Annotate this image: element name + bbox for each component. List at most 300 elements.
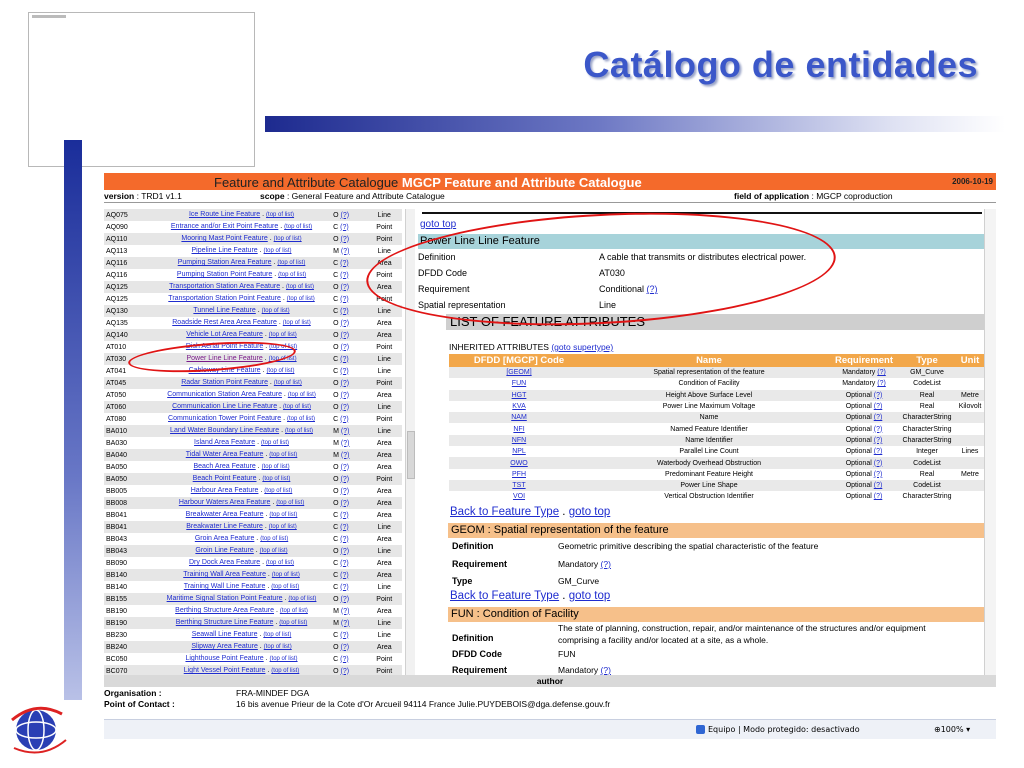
feature-link[interactable]: Groin Area Feature — [194, 535, 255, 542]
feature-link[interactable]: Communication Line Line Feature — [172, 403, 278, 410]
top-of-list-link[interactable]: (top of list) — [269, 656, 298, 662]
feature-geometry: Point — [376, 343, 393, 351]
feature-req-code: C — [333, 295, 339, 303]
top-of-list-link[interactable]: (top of list) — [279, 620, 308, 626]
top-of-list-link[interactable]: (top of list) — [282, 320, 311, 326]
attribute-type: Integer — [916, 448, 938, 456]
feature-code: BA010 — [106, 427, 128, 435]
feature-name: Communication Tower Point Feature . (top of list) — [168, 415, 315, 422]
attribute-code — [449, 412, 589, 423]
feature-requirement — [331, 269, 366, 281]
fun-section-title: FUN : Condition of Facility — [448, 607, 984, 622]
feature-link[interactable]: Training Wall Area Feature — [183, 571, 266, 578]
top-of-list-link[interactable]: (top of list) — [286, 296, 315, 302]
feature-req-help-link[interactable]: (?) — [340, 475, 350, 483]
feature-row — [104, 461, 402, 473]
feature-req-help-link[interactable]: (?) — [340, 223, 349, 231]
feature-name: Breakwater Area Feature . (top of list) — [185, 511, 298, 518]
feature-code: AQ116 — [106, 271, 128, 279]
feature-req-help-link[interactable]: (?) — [340, 403, 350, 411]
feature-code: AT060 — [106, 403, 127, 411]
attribute-code-link[interactable]: OWO — [510, 459, 528, 467]
feature-link[interactable]: Transportation Station Point Feature — [168, 295, 281, 302]
feature-row — [104, 497, 402, 509]
feature-link[interactable]: Vehicle Lot Area Feature — [186, 331, 263, 338]
top-of-list-link[interactable]: (top of list) — [263, 248, 292, 254]
top-of-list-link[interactable]: (top of list) — [284, 428, 313, 434]
feature-req-code: O — [333, 667, 339, 675]
feature-link[interactable]: Communication Tower Point Feature — [168, 415, 282, 422]
top-of-list-link[interactable]: (top of list) — [266, 560, 295, 566]
feature-row — [104, 581, 402, 593]
top-of-list-link[interactable]: (top of list) — [273, 236, 302, 242]
feature-link[interactable]: Light Vessel Point Feature — [183, 667, 266, 674]
attribute-req-text: Optional — [845, 436, 872, 444]
attribute-req-text: Optional — [845, 482, 872, 490]
attribute-req-help-link[interactable]: (?) — [873, 391, 883, 399]
attribute-req-help-link[interactable]: (?) — [873, 425, 883, 433]
feature-req-help-link[interactable]: (?) — [340, 655, 349, 663]
top-of-list-link[interactable]: (top of list) — [260, 536, 289, 542]
attribute-req-help-link[interactable]: (?) — [873, 493, 883, 501]
top-of-list-link[interactable]: (top of list) — [260, 440, 289, 446]
top-of-list-link[interactable]: (top of list) — [261, 464, 290, 470]
feature-name: Communication Station Area Feature . (top of list) — [167, 391, 316, 398]
attribute-req-text: Optional — [845, 448, 872, 456]
top-of-list-link[interactable]: (top of list) — [285, 284, 314, 290]
feature-code: AT010 — [106, 343, 127, 351]
attribute-column-header: Unit — [955, 354, 984, 367]
feature-detail-scrollbar[interactable] — [984, 209, 996, 675]
feature-geometry: Area — [376, 319, 392, 327]
feature-geometry: Area — [376, 571, 392, 579]
geom-requirement-value — [558, 559, 611, 569]
feature-link[interactable]: Beach Point Feature — [192, 475, 257, 482]
feature-name: Berthing Structure Line Feature . (top of list) — [175, 619, 308, 626]
attribute-req-help-link[interactable]: (?) — [877, 369, 886, 377]
top-of-list-link[interactable]: (top of list) — [271, 668, 300, 674]
feature-link[interactable]: Power Line Line Feature — [186, 355, 263, 362]
feature-req-help-link[interactable]: (?) — [340, 595, 350, 603]
feature-row — [104, 605, 402, 617]
feature-req-help-link[interactable]: (?) — [340, 511, 349, 519]
feature-code: AQ135 — [106, 319, 128, 327]
feature-req-help-link[interactable]: (?) — [340, 343, 350, 351]
feature-link[interactable]: Breakwater Area Feature — [185, 511, 264, 518]
attribute-code-link[interactable]: NAM — [511, 414, 527, 422]
feature-geometry: Area — [376, 259, 392, 267]
top-of-list-link[interactable]: (top of list) — [278, 272, 307, 278]
feature-row — [104, 305, 402, 317]
top-of-list-link[interactable]: (top of list) — [279, 608, 308, 614]
feature-name: Radar Station Point Feature . (top of list) — [181, 379, 302, 386]
feature-req-help-link[interactable]: (?) — [340, 559, 349, 567]
attribute-unit — [955, 480, 984, 491]
goto-top-link-2[interactable]: goto top — [568, 506, 611, 518]
feature-name: Light Vessel Point Feature . (top of list) — [183, 667, 300, 674]
feature-link[interactable]: Pumping Station Area Feature — [177, 259, 272, 266]
attribute-req-text: Mandatory — [842, 380, 876, 388]
attribute-name: Predominant Feature Height — [665, 470, 753, 478]
feature-row — [104, 641, 402, 653]
feature-name: Breakwater Line Feature . (top of list) — [186, 523, 297, 530]
feature-link[interactable]: Communication Station Area Feature — [167, 391, 282, 398]
feature-req-help-link[interactable]: (?) — [340, 607, 350, 615]
definition-value: A cable that transmits or distributes electrical power. — [599, 252, 807, 262]
feature-req-help-link[interactable]: (?) — [340, 211, 350, 219]
geom-definition-label: Definition — [452, 541, 494, 551]
feature-req-help-link[interactable]: (?) — [340, 535, 349, 543]
top-of-list-link[interactable]: (top of list) — [282, 404, 311, 410]
attribute-code — [449, 390, 589, 401]
feature-req-help-link[interactable]: (?) — [340, 463, 350, 471]
top-of-list-link[interactable]: (top of list) — [266, 368, 295, 374]
feature-requirement — [331, 425, 366, 437]
thumbnail-mark — [32, 15, 66, 18]
feature-row — [104, 389, 402, 401]
feature-req-help-link[interactable]: (?) — [340, 307, 349, 315]
vertical-accent-bar — [64, 140, 82, 700]
feature-req-help-link[interactable]: (?) — [340, 379, 350, 387]
feature-geometry: Area — [376, 463, 392, 471]
poc-label: Point of Contact : — [104, 699, 175, 709]
geom-type-value: GM_Curve — [558, 576, 600, 586]
attribute-req-help-link[interactable]: (?) — [877, 380, 886, 388]
attribute-code-link[interactable]: PFH — [512, 470, 526, 478]
feature-req-help-link[interactable]: (?) — [340, 547, 350, 555]
top-of-list-link[interactable]: (top of list) — [269, 512, 298, 518]
top-of-list-link[interactable]: (top of list) — [273, 380, 302, 386]
feature-geometry: Point — [376, 271, 393, 279]
feature-link[interactable]: Maritime Signal Station Point Feature — [166, 595, 283, 602]
attribute-requirement — [829, 423, 899, 434]
catalogue-meta — [104, 190, 996, 203]
globe-logo-icon — [2, 690, 74, 762]
attribute-code-link[interactable]: KVA — [512, 403, 526, 411]
attribute-code — [449, 491, 589, 502]
feature-row — [104, 209, 402, 221]
feature-name: Harbour Area Feature . (top of list) — [190, 487, 293, 494]
fun-definition-value-line1: The state of planning, construction, repair, and/or maintenance of the structures and/or equipment — [558, 623, 926, 633]
attribute-code-link[interactable]: TST — [512, 482, 526, 490]
attribute-row — [449, 401, 984, 412]
attribute-req-text: Optional — [845, 425, 872, 433]
attribute-type: CharacterString — [899, 435, 955, 446]
feature-link[interactable]: Lighthouse Point Feature — [185, 655, 264, 662]
attribute-row — [449, 423, 984, 434]
feature-link[interactable]: Pipeline Line Feature — [191, 247, 258, 254]
feature-link[interactable]: Land Water Boundary Line Feature — [170, 427, 280, 434]
attribute-name: Condition of Facility — [678, 380, 740, 388]
feature-link[interactable]: Entrance and/or Exit Point Feature — [170, 223, 279, 230]
top-of-list-link[interactable]: (top of list) — [264, 488, 293, 494]
catalogue-title-prefix: Feature and Attribute Catalogue — [214, 175, 399, 190]
attribute-code-link[interactable]: NPL — [512, 448, 526, 456]
zoom-level[interactable] — [934, 725, 970, 734]
attribute-req-help-link[interactable]: (?) — [873, 414, 883, 422]
feature-link[interactable]: Seawall Line Feature — [191, 631, 258, 638]
feature-req-help-link[interactable]: (?) — [340, 331, 350, 339]
feature-req-help-link[interactable]: (?) — [340, 283, 350, 291]
attribute-row — [449, 446, 984, 457]
top-of-list-link[interactable]: (top of list) — [268, 356, 297, 362]
feature-req-code: M — [333, 439, 339, 447]
feature-link[interactable]: Slipway Area Feature — [191, 643, 258, 650]
feature-req-code: O — [333, 499, 339, 507]
attribute-req-help-link[interactable]: (?) — [873, 459, 883, 467]
feature-requirement — [331, 641, 366, 653]
attribute-req-help-link[interactable]: (?) — [873, 470, 883, 478]
feature-link[interactable]: Tunnel Line Feature — [193, 307, 256, 314]
feature-req-code: O — [333, 391, 339, 399]
feature-requirement — [331, 557, 366, 569]
feature-code: BB041 — [106, 523, 128, 531]
top-of-list-link[interactable]: (top of list) — [269, 344, 298, 350]
feature-name: Seawall Line Feature . (top of list) — [191, 631, 292, 638]
feature-link[interactable]: Pumping Station Point Feature — [176, 271, 273, 278]
attribute-column-header: Requirement — [829, 354, 899, 367]
feature-link[interactable]: Breakwater Line Feature — [186, 523, 263, 530]
top-of-list-link[interactable]: (top of list) — [263, 644, 292, 650]
back-to-feature-type-link[interactable]: Back to Feature Type — [450, 506, 560, 518]
feature-req-help-link[interactable]: (?) — [340, 439, 350, 447]
feature-code: BB190 — [106, 607, 128, 615]
feature-req-help-link[interactable]: (?) — [340, 499, 350, 507]
feature-geometry: Line — [377, 355, 391, 363]
feature-code: BB008 — [106, 499, 128, 507]
feature-row — [104, 533, 402, 545]
feature-req-help-link[interactable]: (?) — [340, 571, 349, 579]
feature-link[interactable]: Island Area Feature — [194, 439, 256, 446]
requirement-help-link[interactable]: (?) — [646, 284, 658, 294]
top-of-list-link[interactable]: (top of list) — [286, 416, 315, 422]
feature-req-help-link[interactable]: (?) — [340, 259, 349, 267]
feature-req-help-link[interactable]: (?) — [340, 319, 350, 327]
geom-requirement-help-link[interactable]: (?) — [600, 559, 611, 569]
attribute-req-help-link[interactable]: (?) — [873, 482, 883, 490]
zoom-icon: ⊕ — [934, 725, 941, 734]
top-of-list-link[interactable]: (top of list) — [268, 524, 297, 530]
feature-req-help-link[interactable]: (?) — [340, 355, 349, 363]
feature-code: AT050 — [106, 391, 127, 399]
feature-link[interactable]: Transportation Station Area Feature — [169, 283, 281, 290]
fun-definition-label: Definition — [452, 633, 494, 643]
attribute-unit — [955, 367, 984, 378]
feature-req-help-link[interactable]: (?) — [340, 451, 350, 459]
feature-name: Transportation Station Area Feature . (top of list) — [169, 283, 314, 290]
feature-link[interactable]: Harbour Waters Area Feature — [178, 499, 271, 506]
feature-code: BC050 — [106, 655, 128, 663]
feature-req-help-link[interactable]: (?) — [340, 487, 350, 495]
feature-requirement — [331, 341, 366, 353]
feature-list-table — [104, 209, 402, 675]
feature-geometry: Area — [376, 535, 392, 543]
attribute-requirement — [829, 469, 899, 480]
feature-code: AQ125 — [106, 283, 128, 291]
feature-geometry: Area — [376, 331, 392, 339]
attribute-code-link[interactable]: NFN — [511, 436, 527, 444]
feature-req-help-link[interactable]: (?) — [340, 415, 349, 423]
feature-requirement — [331, 245, 366, 257]
feature-code: BB155 — [106, 595, 128, 603]
feature-code: BB190 — [106, 619, 128, 627]
feature-req-help-link[interactable]: (?) — [340, 427, 350, 435]
feature-link[interactable]: Dry Dock Area Feature — [188, 559, 261, 566]
feature-code: AQ113 — [106, 247, 128, 255]
fun-requirement-label: Requirement — [452, 665, 508, 675]
top-of-list-link[interactable]: (top of list) — [263, 632, 292, 638]
feature-code: BB043 — [106, 535, 128, 543]
goto-top-link[interactable]: goto top — [420, 219, 457, 230]
attribute-req-text: Optional — [845, 414, 872, 422]
feature-link[interactable]: Berthing Structure Area Feature — [175, 607, 275, 614]
top-of-list-link[interactable]: (top of list) — [277, 260, 306, 266]
feature-link[interactable]: Mooring Mast Point Feature — [181, 235, 268, 242]
feature-code: AQ130 — [106, 307, 128, 315]
feature-requirement — [331, 629, 366, 641]
attribute-req-help-link[interactable]: (?) — [873, 403, 883, 411]
feature-geometry: Point — [376, 655, 393, 663]
top-of-list-link[interactable]: (top of list) — [259, 548, 288, 554]
feature-link[interactable]: Radar Station Point Feature — [181, 379, 268, 386]
security-zone[interactable] — [696, 725, 860, 734]
feature-row — [104, 449, 402, 461]
attribute-type: CharacterString — [902, 425, 952, 433]
top-of-list-link[interactable]: (top of list) — [266, 212, 295, 218]
attribute-code — [449, 435, 589, 446]
feature-link[interactable]: Ice Route Line Feature — [188, 211, 261, 218]
goto-supertype-link[interactable]: (goto supertype) — [551, 342, 614, 352]
feature-req-code: O — [333, 235, 339, 243]
feature-req-help-link[interactable]: (?) — [340, 667, 350, 675]
attribute-unit — [955, 435, 984, 446]
feature-requirement — [331, 329, 366, 341]
feature-link[interactable]: Training Wall Line Feature — [183, 583, 266, 590]
feature-req-help-link[interactable]: (?) — [340, 295, 349, 303]
feature-requirement — [331, 461, 366, 473]
fun-requirement-help-link[interactable]: (?) — [600, 665, 611, 675]
back-links-1 — [450, 506, 610, 518]
feature-row — [104, 233, 402, 245]
feature-name: Training Wall Line Feature . (top of list) — [183, 583, 300, 590]
definition-label: Definition — [418, 252, 456, 262]
feature-name: Power Line Line Feature . (top of list) — [186, 355, 297, 362]
attribute-code — [449, 367, 589, 378]
attribute-column-header: Name — [589, 354, 829, 367]
top-of-list-link[interactable]: (top of list) — [271, 572, 300, 578]
feature-link[interactable]: Groin Line Feature — [195, 547, 254, 554]
top-of-list-link[interactable]: (top of list) — [276, 500, 305, 506]
feature-requirement — [331, 293, 366, 305]
attribute-code-link[interactable]: NFI — [513, 425, 525, 433]
top-of-list-link[interactable]: (top of list) — [287, 392, 316, 398]
attribute-column-header: Type — [899, 354, 955, 367]
zone-icon — [696, 725, 705, 734]
attribute-row — [449, 457, 984, 468]
top-of-list-link[interactable]: (top of list) — [262, 476, 291, 482]
feature-link[interactable]: Tidal Water Area Feature — [185, 451, 264, 458]
feature-req-help-link[interactable]: (?) — [340, 247, 350, 255]
attribute-name: Named Feature Identifier — [670, 425, 748, 433]
top-of-list-link[interactable]: (top of list) — [284, 224, 313, 230]
feature-requirement — [331, 377, 366, 389]
feature-req-help-link[interactable]: (?) — [340, 583, 349, 591]
top-of-list-link[interactable]: (top of list) — [269, 452, 298, 458]
feature-req-code: O — [333, 463, 339, 471]
attribute-name: Spatial representation of the feature — [589, 367, 829, 378]
feature-req-code: O — [333, 547, 339, 555]
feature-req-help-link[interactable]: (?) — [340, 523, 349, 531]
feature-geometry: Area — [376, 487, 392, 495]
feature-req-code: C — [333, 307, 339, 315]
attribute-code-link[interactable]: FUN — [511, 380, 527, 388]
feature-req-help-link[interactable]: (?) — [340, 619, 350, 627]
feature-req-help-link[interactable]: (?) — [340, 271, 349, 279]
attribute-code-link[interactable]: VOI — [512, 493, 526, 501]
feature-req-help-link[interactable]: (?) — [340, 643, 350, 651]
separator-2: . — [559, 590, 569, 602]
top-of-list-link[interactable]: (top of list) — [268, 332, 297, 338]
feature-code: BA040 — [106, 451, 128, 459]
feature-req-help-link[interactable]: (?) — [340, 235, 350, 243]
chevron-down-icon: ▾ — [966, 725, 971, 734]
back-links-2 — [450, 590, 610, 602]
feature-geometry: Point — [376, 235, 393, 243]
feature-link[interactable]: Roadside Rest Area Area Feature — [172, 319, 277, 326]
attribute-code — [449, 378, 589, 389]
feature-req-help-link[interactable]: (?) — [340, 367, 349, 375]
top-of-list-link[interactable]: (top of list) — [261, 308, 290, 314]
top-of-list-link[interactable]: (top of list) — [271, 584, 300, 590]
feature-name: Training Wall Area Feature . (top of list) — [183, 571, 300, 578]
feature-req-code: C — [333, 259, 339, 267]
feature-link[interactable]: Harbour Area Feature — [190, 487, 259, 494]
feature-req-help-link[interactable]: (?) — [340, 631, 349, 639]
attribute-unit: Kilovolt — [958, 403, 982, 411]
feature-list-pane[interactable] — [104, 209, 402, 675]
feature-code: BB230 — [106, 631, 128, 639]
feature-link[interactable]: Berthing Structure Line Feature — [175, 619, 274, 626]
feature-link[interactable]: Beach Area Feature — [193, 463, 256, 470]
feature-geometry: Area — [376, 559, 392, 567]
feature-row — [104, 281, 402, 293]
attribute-req-help-link[interactable]: (?) — [873, 448, 883, 456]
feature-name: Groin Area Feature . (top of list) — [194, 535, 289, 542]
attribute-requirement — [829, 457, 899, 468]
feature-link[interactable]: Cableway Line Feature — [188, 367, 261, 374]
feature-code: AT080 — [106, 415, 127, 423]
attribute-code-link[interactable]: [GEOM] — [506, 369, 532, 377]
feature-row — [104, 665, 402, 675]
feature-code: BA050 — [106, 475, 128, 483]
attribute-name: Power Line Maximum Voltage — [662, 403, 756, 411]
feature-req-code: C — [333, 631, 339, 639]
feature-list-scroll-thumb[interactable] — [407, 431, 415, 479]
attribute-req-help-link[interactable]: (?) — [873, 436, 883, 444]
feature-row — [104, 617, 402, 629]
feature-geometry: Point — [376, 667, 393, 675]
back-to-feature-type-link-2[interactable]: Back to Feature Type — [450, 590, 560, 602]
feature-code: BB090 — [106, 559, 128, 567]
geom-requirement-text: Mandatory — [558, 559, 599, 569]
goto-top-link-3[interactable]: goto top — [568, 590, 611, 602]
feature-req-help-link[interactable]: (?) — [340, 391, 350, 399]
top-of-list-link[interactable]: (top of list) — [288, 596, 317, 602]
feature-name: Beach Area Feature . (top of list) — [193, 463, 290, 470]
feature-link[interactable]: Dish Aerial Point Feature — [185, 343, 264, 350]
attribute-code-link[interactable]: HGT — [511, 391, 527, 399]
poc-value: 16 bis avenue Prieur de la Cote d'Or Arcueil 94114 France Julie.PUYDEBOIS@dga.defense.gouv.fr — [236, 699, 611, 709]
